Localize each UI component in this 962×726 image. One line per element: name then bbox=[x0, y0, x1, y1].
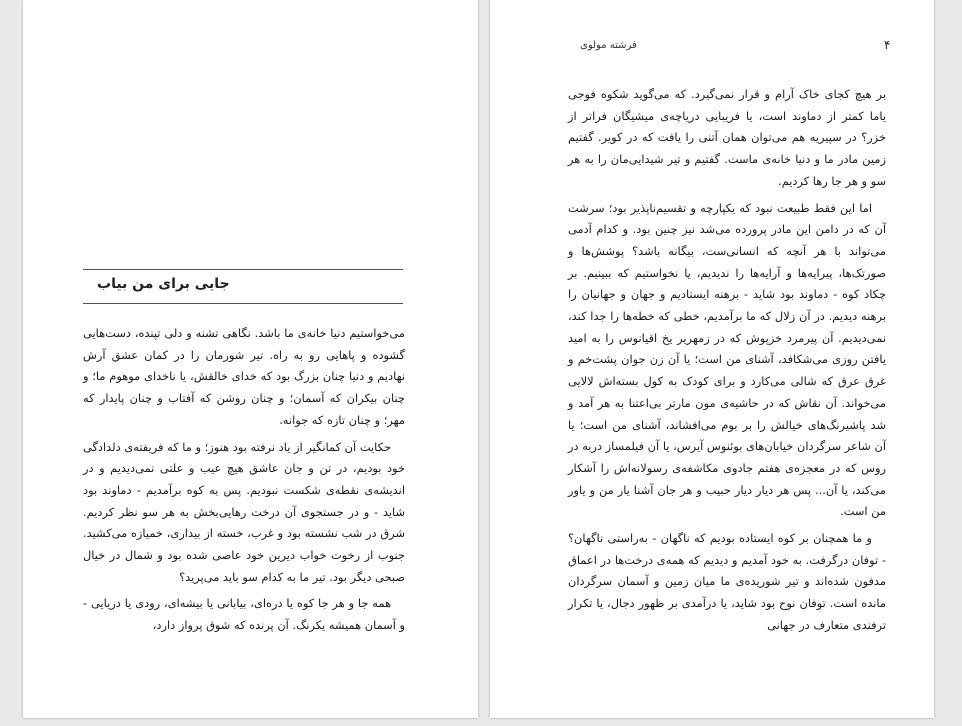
left-page bbox=[23, 0, 478, 718]
running-title: فرشته مولوی bbox=[580, 40, 637, 51]
paragraph: بر هیچ کجای خاک آرام و قرار نمی‌گیرد. که می‌گوید شکوه فوجی یاما کمتر از دماوند است، یا فریبایی دریاچه‌ی میشیگان فراتر از خزر؟ در سپیریه هم می‌توان همان آتنی را یافت که در کویر. گفتیم زمین مادر ما و دنیا خانه‌ی ماست. گفتیم و تیر شیدایی‌مان را به هر سو و هر جا رها کردیم. bbox=[568, 87, 886, 188]
paragraph: حکایت آن کمانگیر از یاد نرفته بود هنوز؛ و ما که فریفته‌ی دلدادگی خود بودیم، در تن و جان عاشق هیچ عیب و علتی نمی‌دیدیم و در اندیشه‌ی نقطه‌ی شکست نبودیم. پس به کوه برآمدیم - دماوند بود شاید - و در جستجوی آن درخت رهایی‌بخش به هر سو نظر کردیم. شرق در شب نشسته بود و غرب، خسته از بیداری، خمیازه می‌کشید. جنوب از رخوت خواب دیرین خود عاصی شده بود و شمال در خیال صبحی دیگر بود. تیر ما به کدام سو باید می‌پرید؟ bbox=[83, 439, 405, 584]
paragraph: اما این فقط طبیعت نبود که یکپارچه و تقسیم‌ناپذیر بود؛ سرشت آن که در دامن این مادر پرورده می‌شد نیز چنین بود. و کدام آدمی می‌تواند با هر آنچه که انسانی‌ست، بیگانه باشد؟ پوشش‌ها و صورتک‌ها، پیرایه‌ها و آرایه‌ها را ندیدیم، یا نخواستیم که ببینیم. بر چکاد کوه - دماوند بود شاید - برهنه ایستادیم و جهان و جهانیان را برهنه دیدیم. در آن زلال که ما برآمدیم، خطی که خطه‌ها را جدا کند، نمی‌دیدیم. آن پیرمرد خزپوش که در زمهریر یخ اقیانوس را به امید یافتن روزی می‌شکافد، آشنای من است؛ یا آن زن جوان پشت‌خم و غرق عرق که شالی می‌کارد و برای کودک به کول بسته‌اش لالایی می‌خواند. آن نقاش که در حاشیه‌ی مون مارتر بی‌اعتنا به هر آمد و شد پاشیرنگ‌های خیالش را بر بوم می‌افشاند، آشنای من است؛ یا آن شاعر سرگردان خیابان‌های بوئنوس آیرس، یا آن فیلمساز دربه در روس که در معجزه‌ی هفتم جادوی مکاشفه‌ی رسولانه‌اش را آشکار می‌کند، یا آن... پس هر دیار دیار حبیب و هر جان آشنا یار من و یاور من است. bbox=[568, 200, 886, 519]
left-body-text bbox=[83, 323, 405, 642]
paragraph: می‌خواستیم دنیا خانه‌ی ما باشد. نگاهی تشنه و دلی تپنده، دست‌هایی گشوده و پاهایی رو به راه. تیر شورمان را در کمان عشق آرش نهادیم و دنیا چنان بزرگ بود که خدای خالقش، یا ناخدای موهوم ما؛ و چنان بیکران که آسمان؛ و چنان روشن که آفتاب و چنان پایدار که مهر؛ و چنان تازه که جوانه. bbox=[83, 326, 405, 427]
right-page bbox=[490, 0, 934, 718]
chapter-heading-box bbox=[83, 269, 403, 304]
right-body-text bbox=[568, 84, 886, 642]
paragraph: همه جا و هر جا کوه یا دره‌ای، بیابانی یا بیشه‌ای، رودی یا دریایی - و آسمان همیشه یکرنگ. آن پرنده که شوق پرواز دارد، bbox=[83, 596, 405, 633]
paragraph: و ما همچنان بر کوه ایستاده بودیم که ناگهان - به‌راستی ناگهان؟ - توفان درگرفت. به خود آمدیم و دیدیم که همه‌ی درخت‌ها در اعماق مدفون شده‌اند و تیر شوریده‌ی ما میان زمین و آسمان سرگردان مانده است. توفان نوح بود شاید، یا درآمدی بر ظهور دجال، یا تکرار ترفندی متعارف در جهانی bbox=[568, 531, 886, 632]
page-number: ۴ bbox=[884, 38, 891, 52]
chapter-title: جایی برای من بیاب bbox=[97, 276, 230, 292]
